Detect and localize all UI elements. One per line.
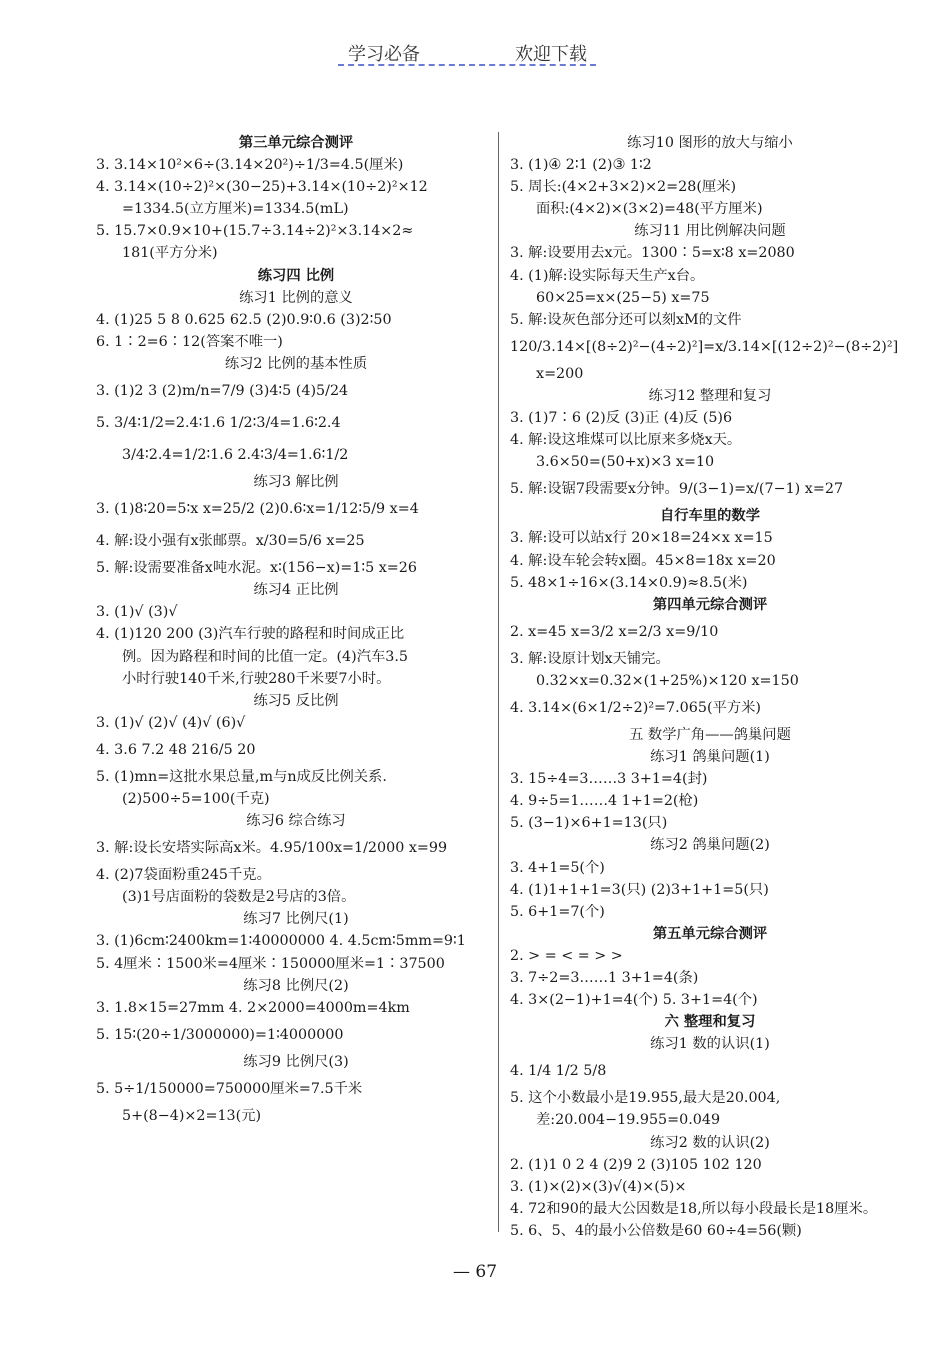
section-heading: 练习2 鸽巢问题(2): [650, 837, 770, 854]
column-divider: [498, 132, 499, 1232]
answer-line: 5. 这个小数最小是19.955,最大是20.004,: [510, 1090, 781, 1107]
section-heading: 练习12 整理和复习: [648, 387, 772, 404]
answer-line: 4. 3.14×(10÷2)²×(30−25)+3.14×(10÷2)²×12: [96, 179, 428, 196]
answer-line: 3. 7÷2=3……1 3+1=4(条): [510, 970, 699, 986]
answer-line: 120/3.14×[(8÷2)²−(4÷2)²]=x/3.14×[(12÷2)²−(8÷2)²]: [510, 338, 899, 355]
section-heading: 练习11 用比例解决问题: [634, 223, 786, 240]
answer-line: 4. (1)120 200 (3)汽车行驶的路程和时间成正比: [96, 626, 405, 643]
answer-line: 3. (1)8∶20=5∶x x=25/2 (2)0.6∶x=1/12∶5/9 x=4: [96, 501, 419, 518]
section-heading: 练习5 反比例: [253, 692, 339, 709]
header-left-text: 学习必备: [348, 44, 420, 65]
section-heading: 五 数学广角——鸽巢问题: [629, 726, 791, 743]
left-answer-column: [96, 132, 496, 1127]
answer-line: 3. (1)6cm∶2400km=1∶40000000 4. 4.5cm∶5mm=9∶1: [96, 933, 466, 950]
answer-line: 3. (1)×(2)×(3)√(4)×(5)×: [510, 1178, 687, 1195]
answer-line: 5. 15.7×0.9×10+(15.7÷3.14÷2)²×3.14×2≈: [96, 223, 414, 240]
answer-line: 4. 解:设这堆煤可以比原来多烧x天。: [510, 432, 742, 449]
answer-line: 2. > = < = > >: [510, 947, 623, 964]
answer-line: 60×25=x×(25−5) x=75: [536, 289, 710, 306]
answer-line: 0.32×x=0.32×(1+25%)×120 x=150: [536, 672, 799, 689]
answer-line: (3)1号店面粉的袋数是2号店的3倍。: [122, 889, 356, 906]
section-heading: 练习1 鸽巢问题(1): [650, 749, 770, 766]
answer-line: 3. 3.14×10²×6÷(3.14×20²)÷1/3=4.5(厘米): [96, 157, 404, 174]
header-dashed-underline: [338, 64, 596, 66]
section-heading: 练习四 比例: [257, 267, 335, 284]
answer-line: 5. (3−1)×6+1=13(只): [510, 815, 668, 832]
answer-line: =1334.5(立方厘米)=1334.5(mL): [122, 201, 349, 218]
answer-line: 5. 15∶(20÷1/3000000)=1∶4000000: [96, 1026, 344, 1043]
answer-line: 4. (2)7袋面粉重245千克。: [96, 867, 271, 884]
section-heading: 练习9 比例尺(3): [243, 1053, 349, 1070]
answer-line: 小时行驶140千米,行驶280千米要7小时。: [122, 670, 391, 687]
section-heading: 练习8 比例尺(2): [243, 977, 349, 994]
section-heading: 第三单元综合测评: [238, 135, 354, 151]
answer-line: 4. 9÷5=1……4 1+1=2(枪): [510, 793, 699, 810]
answer-line: 4. 解:设车轮会转x圈。45×8=18x x=20: [510, 552, 776, 569]
section-heading: 练习2 比例的基本性质: [224, 355, 368, 372]
header-right-text: 欢迎下载: [515, 44, 587, 65]
answer-line: 3. (1)④ 2∶1 (2)③ 1∶2: [510, 157, 652, 174]
answer-line: 6. 1∶2=6∶12(答案不唯一): [96, 333, 283, 350]
answer-line: 3. (1)√ (2)√ (4)√ (6)√: [96, 714, 246, 731]
answer-line: 5. 解:设锯7段需要x分钟。9/(3−1)=x/(7−1) x=27: [510, 481, 844, 498]
answer-line: 3. 解:设要用去x元。1300∶5=x∶8 x=2080: [510, 245, 795, 262]
section-heading: 练习4 正比例: [253, 582, 339, 599]
answer-line: 4. 72和90的最大公因数是18,所以每小段最长是18厘米。: [510, 1200, 878, 1217]
answer-line: 5. 5÷1/150000=750000厘米=7.5千米: [96, 1080, 363, 1097]
answer-line: 5. 3/4∶1/2=2.4∶1.6 1/2∶3/4=1.6∶2.4: [96, 415, 341, 432]
section-heading: 练习10 图形的放大与缩小: [627, 135, 793, 151]
answer-line: 5. 周长:(4×2+3×2)×2=28(厘米): [510, 179, 737, 196]
answer-line: 5. 6、5、4的最小公倍数是60 60÷4=56(颗): [510, 1222, 802, 1239]
answer-line: 4. 解:设小强有x张邮票。x/30=5/6 x=25: [96, 533, 365, 550]
answer-line: 3. 15÷4=3……3 3+1=4(封): [510, 771, 708, 788]
section-heading: 练习7 比例尺(1): [243, 911, 349, 928]
answer-line: 4. 3.14×(6×1/2÷2)²=7.065(平方米): [510, 699, 761, 716]
answer-line: 3.6×50=(50+x)×3 x=10: [536, 454, 715, 471]
page-header: [0, 40, 950, 80]
answer-line: 3. 4+1=5(个): [510, 859, 605, 876]
section-heading: 第四单元综合测评: [652, 596, 768, 613]
section-heading: 练习1 比例的意义: [239, 289, 353, 306]
section-heading: 练习1 数的认识(1): [650, 1036, 770, 1053]
answer-line: 例。因为路程和时间的比值一定。(4)汽车3.5: [122, 648, 409, 665]
answer-line: 3. 解:设原计划x天铺完。: [510, 650, 670, 667]
answer-line: 3. (1)2 3 (2)m/n=7/9 (3)4∶5 (4)5/24: [96, 383, 349, 400]
answer-line: 4. 1/4 1/2 5/8: [510, 1063, 607, 1080]
answer-line: 5. 4厘米∶1500米=4厘米∶150000厘米=1∶37500: [96, 955, 445, 972]
section-heading: 第五单元综合测评: [652, 925, 768, 942]
answer-line: 5. 6+1=7(个): [510, 903, 605, 920]
section-heading: 六 整理和复习: [664, 1014, 756, 1031]
answer-line: 4. (1)解:设实际每天生产x台。: [510, 267, 705, 284]
page-number: — 67: [452, 1262, 498, 1282]
answer-line: 3. 解:设可以站x行 20×18=24×x x=15: [510, 530, 773, 547]
answer-line: 181(平方分米): [122, 245, 218, 262]
answer-line: (2)500÷5=100(千克): [122, 790, 270, 807]
answer-line: 5. 解:设灰色部分还可以刻xM的文件: [510, 311, 742, 328]
answer-line: 4. (1)1+1+1=3(只) (2)3+1+1=5(只): [510, 881, 769, 898]
answer-line: 4. (1)25 5 8 0.625 62.5 (2)0.9∶0.6 (3)2∶50: [96, 311, 392, 328]
answer-line: 4. 3.6 7.2 48 216/5 20: [96, 741, 256, 758]
answer-line: 5. (1)mn=这批水果总量,m与n成反比例关系.: [96, 768, 387, 785]
answer-line: 3. (1)7∶6 (2)反 (3)正 (4)反 (5)6: [510, 410, 733, 427]
answer-line: 4. 3×(2−1)+1=4(个) 5. 3+1=4(个): [510, 992, 758, 1009]
answer-line: 3. (1)√ (3)√: [96, 604, 178, 621]
section-heading: 练习2 数的认识(2): [650, 1134, 770, 1151]
answer-line: 3. 1.8×15=27mm 4. 2×2000=4000m=4km: [96, 999, 410, 1016]
right-answer-column: [510, 132, 910, 1242]
answer-line: 5. 解:设需要准备x吨水泥。x∶(156−x)=1∶5 x=26: [96, 560, 417, 577]
answer-line: 差:20.004−19.955=0.049: [536, 1112, 721, 1129]
section-heading: 自行车里的数学: [659, 508, 761, 525]
answer-line: x=200: [536, 365, 584, 382]
answer-line: 面积:(4×2)×(3×2)=48(平方厘米): [536, 201, 763, 218]
answer-line: 2. (1)1 0 2 4 (2)9 2 (3)105 102 120: [510, 1156, 762, 1173]
answer-line: 5. 48×1÷16×(3.14×0.9)≈8.5(米): [510, 574, 748, 591]
section-heading: 练习3 解比例: [253, 474, 339, 491]
answer-line: 3/4∶2.4=1/2∶1.6 2.4∶3/4=1.6∶1/2: [122, 447, 349, 464]
answer-line: 2. x=45 x=3/2 x=2/3 x=9/10: [510, 623, 719, 640]
answer-line: 3. 解:设长安塔实际高x米。4.95/100x=1/2000 x=99: [96, 840, 448, 857]
section-heading: 练习6 综合练习: [246, 813, 346, 830]
answer-line: 5+(8−4)×2=13(元): [122, 1107, 262, 1124]
